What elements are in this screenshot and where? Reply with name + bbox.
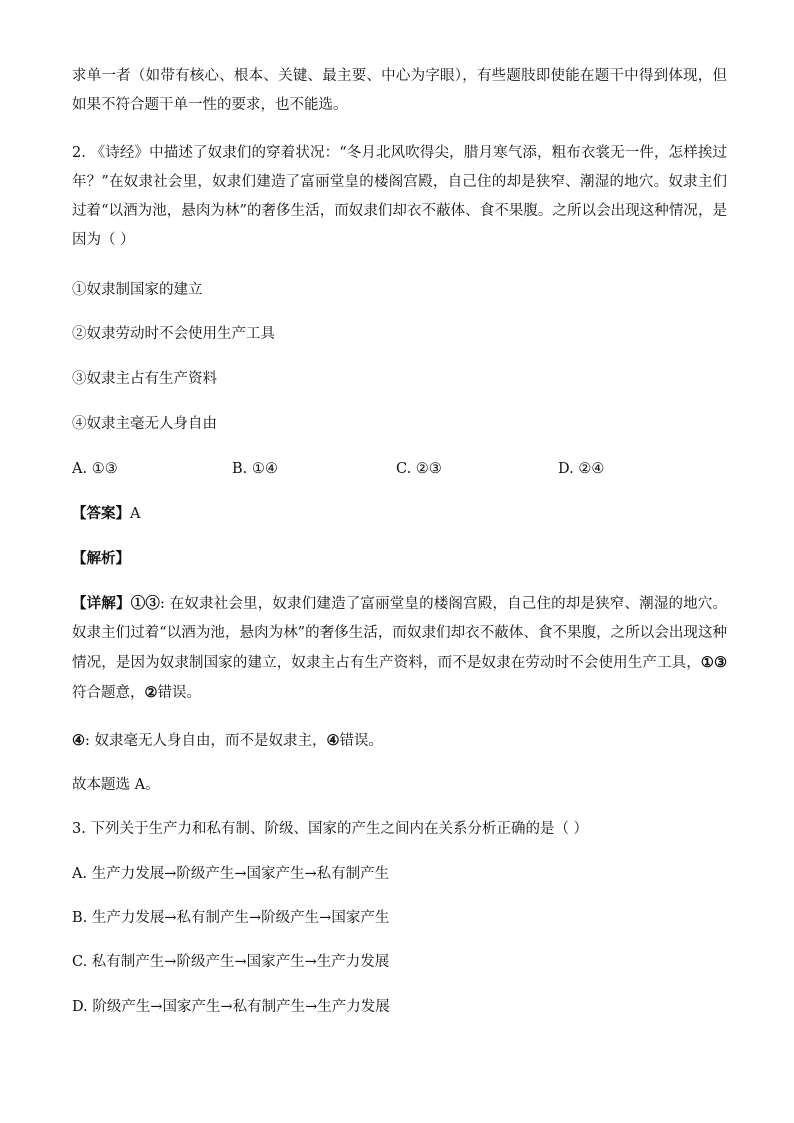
- detail-mid-1: ①③: [700, 654, 727, 671]
- q3-option-a: A. 生产力发展→阶级产生→国家产生→私有制产生: [72, 866, 390, 882]
- answer-value: A: [130, 506, 141, 522]
- analysis-label: 【解析】: [72, 550, 130, 567]
- q3-option-c: C. 私有制产生→阶级产生→国家产生→生产力发展: [72, 954, 390, 970]
- question-2-stem: 2. 《诗经》中描述了奴隶们的穿着状况：“冬月北风吹得尖，腊月寒气添，粗布衣裳无一件，怎样挨过年？”在奴隶社会里，奴隶们建造了富丽堂皇的楼阁宫殿，自己住的却是狭窄、潮湿的地穴。奴隶主们过着“以酒为池，悬肉为林”的奢侈生活，而奴隶们却衣不蔽体、食不果腹。之所以会出现这种情况，是因为（ ）: [72, 145, 727, 248]
- statement-4: ④奴隶主毫无人身自由: [72, 416, 217, 432]
- detail2-text-2: 错误。: [339, 733, 383, 749]
- detail-paragraph-2: [72, 726, 727, 756]
- detail2-mid: ④: [326, 732, 340, 749]
- detail-paragraph: [72, 589, 727, 708]
- detail-text-1: : 在奴隶社会里，奴隶们建造了富丽堂皇的楼阁宫殿，自己住的却是狭窄、潮湿的地穴。奴隶主们过着“以酒为池，悬肉为林”的奢侈生活，而奴隶们却衣不蔽体、食不果腹，之所以会出现这种情况，是因为奴隶制国家的建立，奴隶主占有生产资料，而不是奴隶在劳动时不会使用生产工具，: [72, 596, 727, 671]
- detail-mid-2: ②: [144, 684, 158, 701]
- option-b: B. ①④: [232, 461, 278, 477]
- detail-lead: ①③: [130, 595, 161, 612]
- option-c: C. ②③: [396, 461, 442, 477]
- option-d: D. ②④: [558, 461, 605, 477]
- detail-label: 【详解】: [72, 595, 131, 612]
- q3-option-d: D. 阶级产生→国家产生→私有制产生→生产力发展: [72, 999, 390, 1015]
- question-3-stem: 3. 下列关于生产力和私有制、阶级、国家的产生之间内在关系分析正确的是（ ）: [72, 821, 589, 837]
- q3-option-b: B. 生产力发展→私有制产生→阶级产生→国家产生: [72, 910, 390, 926]
- detail-text-2: 符合题意，: [72, 685, 145, 701]
- detail-text-3: 错误。: [157, 685, 201, 701]
- question-2-options: [72, 455, 727, 484]
- answer-label: 【答案】: [72, 505, 130, 522]
- detail2-text-1: : 奴隶毫无人身自由，而不是奴隶主，: [85, 733, 327, 749]
- statement-2: ②奴隶劳动时不会使用生产工具: [72, 326, 275, 342]
- detail2-lead: ④: [72, 732, 85, 749]
- statement-1: ①奴隶制国家的建立: [72, 282, 203, 298]
- intro-paragraph: 求单一者（如带有核心、根本、关键、最主要、中心为字眼），有些题肢即使能在题干中得到体现，但如果不符合题干单一性的要求，也不能选。: [72, 68, 727, 113]
- option-a: A. ①③: [72, 461, 118, 477]
- conclusion: 故本题选 A。: [72, 777, 160, 793]
- statement-3: ③奴隶主占有生产资料: [72, 371, 217, 387]
- answer-line: [72, 499, 727, 529]
